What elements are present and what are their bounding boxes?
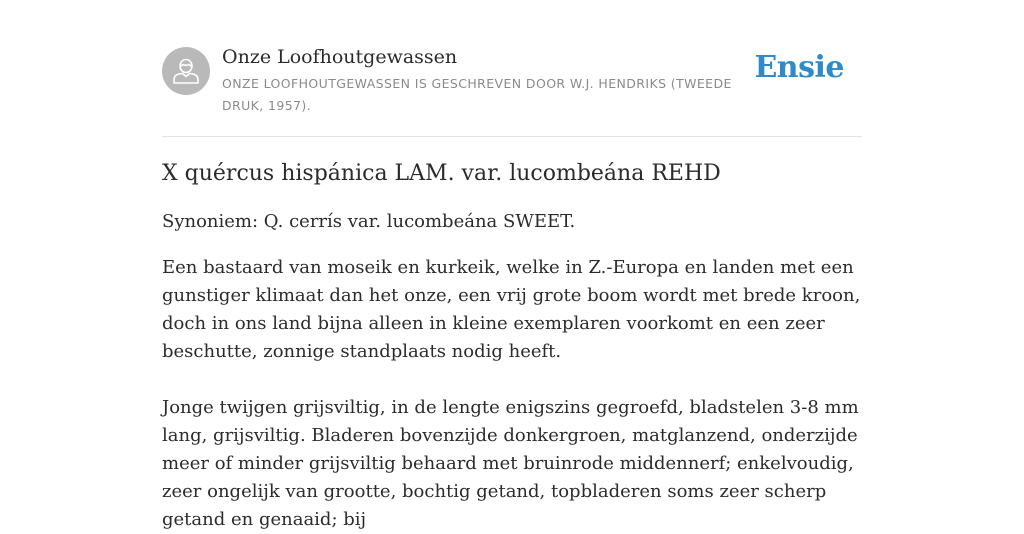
article	[162, 158, 862, 534]
article-paragraph: Jonge twijgen grijsviltig, in de lengte enigszins gegroefd, bladstelen 3-8 mm lang, grijsviltig. Bladeren bovenzijde donkergroen, matglanzend, onderzijde meer of minder grijsviltig behaard met bruinrode middennerf; enkelvoudig, zeer ongelijk van grootte, bochtig getand, topbladeren soms zeer scherp getand en genaaid; bij	[162, 397, 859, 530]
article-paragraph: Een bastaard van moseik en kurkeik, welke in Z.-Europa en landen met een gunstiger klimaat dan het onze, een vrij grote boom wordt met brede kroon, doch in ons land bijna alleen in kleine exemplaren voorkomt en een zeer beschutte, zonnige standplaats nodig heeft.	[162, 257, 861, 362]
person-icon[interactable]	[162, 47, 210, 95]
source-title[interactable]: Onze Loofhoutgewassen	[222, 46, 458, 68]
source-header	[162, 44, 862, 137]
article-title: X quércus hispánica LAM. var. lucombeána REHD	[162, 161, 721, 186]
source-description: ONZE LOOFHOUTGEWASSEN IS GESCHREVEN DOOR W.J. HENDRIKS (TWEEDE DRUK, 1957).	[222, 76, 732, 113]
ensie-logo[interactable]: Ensie	[754, 50, 844, 85]
article-synonym: Synoniem: Q. cerrís var. lucombeána SWEET.	[162, 211, 576, 232]
